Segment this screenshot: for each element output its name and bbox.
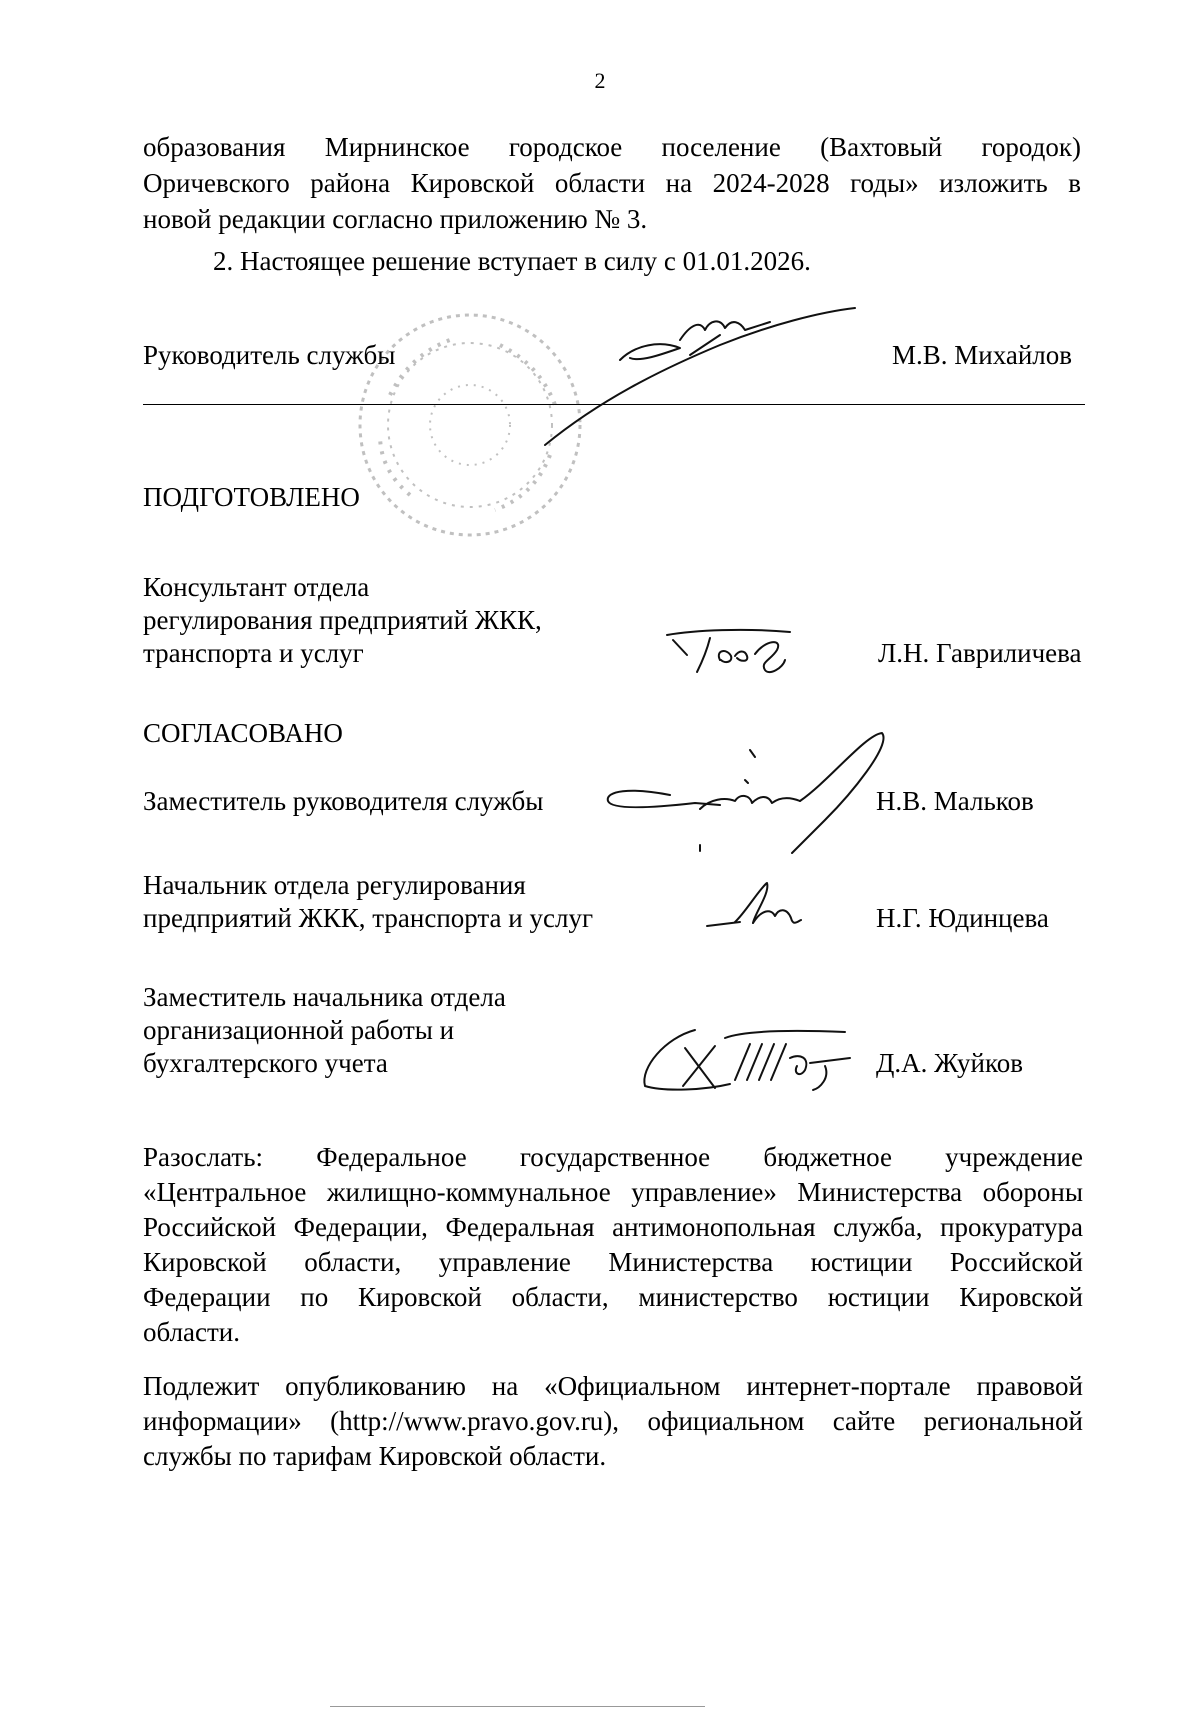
intro-line-3: новой редакции согласно приложению № 3. <box>143 204 648 234</box>
agreed-position-line: Заместитель начальника отдела <box>143 982 506 1012</box>
intro-word: Мирнинское <box>324 132 470 162</box>
distribution-word: бюджетное <box>763 1142 892 1172</box>
distribution-line-4: Кировской области, управление Министерства юстиции Российской <box>143 1247 1083 1277</box>
intro-word: поселение <box>661 132 781 162</box>
distribution-line-6: области. <box>143 1317 241 1347</box>
page-number: 2 <box>594 68 606 93</box>
signature-gavrilicheva-icon <box>665 620 805 680</box>
prepared-name: Л.Н. Гавриличева <box>878 638 1082 668</box>
agreed-position-line: бухгалтерского учета <box>143 1048 388 1078</box>
effective-date-clause: 2. Настоящее решение вступает в силу с 01.01.2026. <box>213 246 811 276</box>
agreed-position-line: предприятий ЖКК, транспорта и услуг <box>143 903 594 933</box>
distribution-line-5: Федерации по Кировской области, министерство юстиции Кировской <box>143 1282 1083 1312</box>
signature-zhuykov-icon <box>635 1018 860 1098</box>
distribution-word: учреждение <box>945 1142 1083 1172</box>
intro-line-1 <box>143 130 1081 164</box>
distribution-word: Разослать: <box>143 1142 264 1172</box>
prepared-position-line: регулирования предприятий ЖКК, <box>143 605 542 635</box>
publication-line-1: Подлежит опубликованию на «Официальном интернет-портале правовой <box>143 1371 1083 1401</box>
intro-word: городское <box>508 132 623 162</box>
agreed-name: Н.Г. Юдинцева <box>876 903 1049 933</box>
prepared-position-line: Консультант отдела <box>143 572 370 602</box>
publication-line-3: службы по тарифам Кировской области. <box>143 1441 607 1471</box>
intro-word: образования <box>143 132 286 162</box>
signature-mikhailov-icon <box>540 300 860 450</box>
agreed-heading: СОГЛАСОВАНО <box>143 718 343 748</box>
intro-word: (Вахтовый <box>820 132 943 162</box>
prepared-heading: ПОДГОТОВЛЕНО <box>143 482 360 512</box>
publication-line-2: информации» (http://www.pravo.gov.ru), официальном сайте региональной <box>143 1406 1083 1436</box>
distribution-line-2: «Центральное жилищно-коммунальное управление» Министерства обороны <box>143 1177 1083 1207</box>
agreed-position-line: Заместитель руководителя службы <box>143 786 544 816</box>
signature-yudintseva-icon <box>705 878 805 938</box>
signature-malkov-icon <box>600 725 890 860</box>
prepared-position-line: транспорта и услуг <box>143 638 364 668</box>
agreed-position-line: организационной работы и <box>143 1015 455 1045</box>
distribution-word: Федеральное <box>316 1142 467 1172</box>
bottom-scan-line <box>330 1706 705 1707</box>
agreed-name: Н.В. Мальков <box>876 786 1034 816</box>
distribution-word: государственное <box>519 1142 711 1172</box>
agreed-position-line: Начальник отдела регулирования <box>143 870 526 900</box>
agreed-name: Д.А. Жуйков <box>876 1048 1023 1078</box>
head-position: Руководитель службы <box>143 340 396 370</box>
head-name: М.В. Михайлов <box>892 340 1073 370</box>
intro-line-2: Оричевского района Кировской области на 2024-2028 годы» изложить в <box>143 168 1081 198</box>
intro-word: городок) <box>981 132 1081 162</box>
distribution-line-1 <box>143 1140 1083 1174</box>
distribution-line-3: Российской Федерации, Федеральная антимонопольная служба, прокуратура <box>143 1212 1083 1242</box>
